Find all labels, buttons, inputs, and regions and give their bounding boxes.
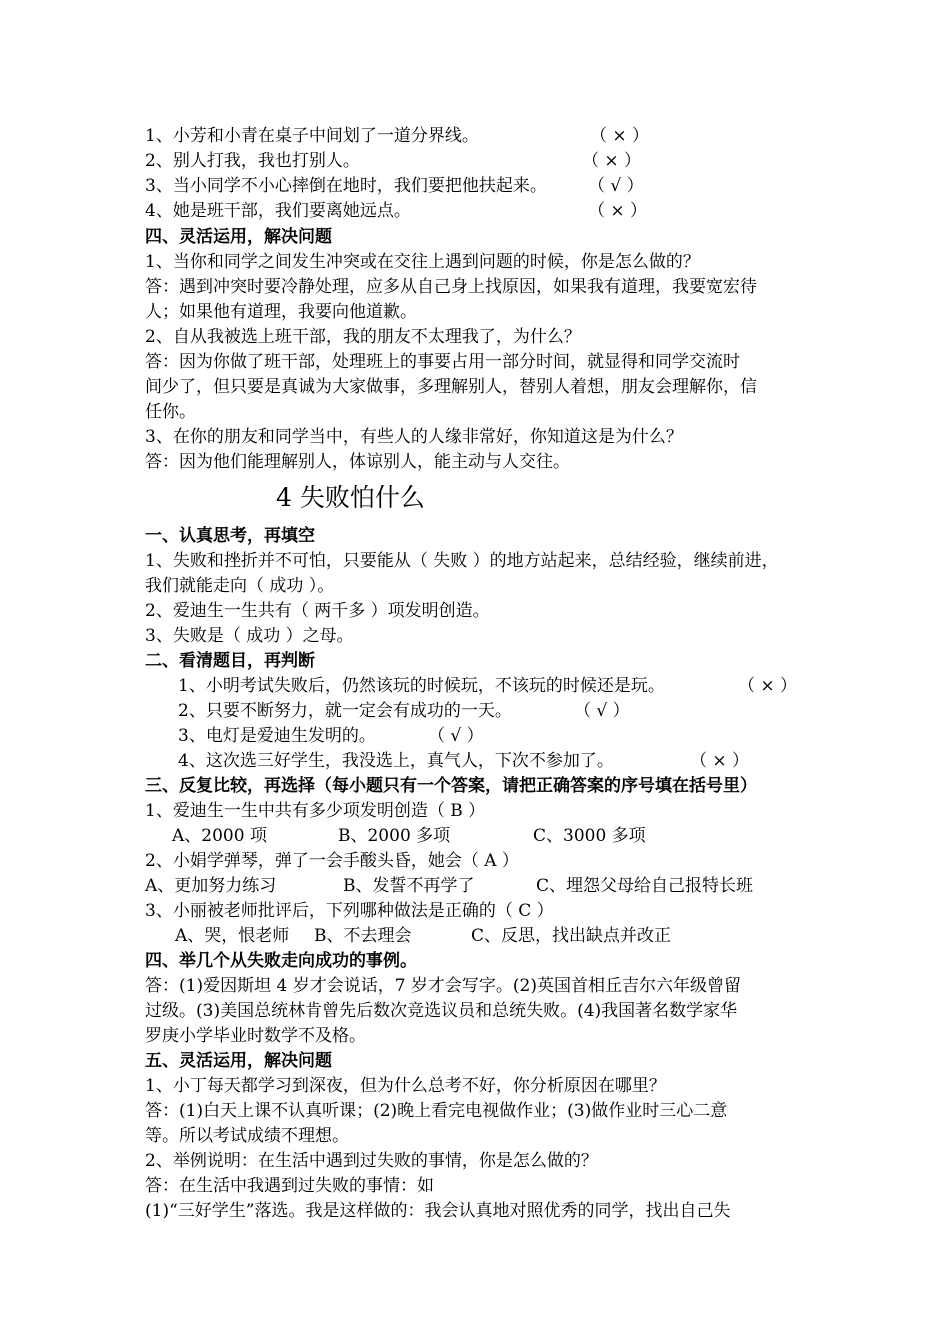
apply-line: 等。所以考试成绩不理想。 xyxy=(145,1126,349,1146)
judge-mark-2: （ × ） xyxy=(582,151,642,171)
judge2-mark-4: （ × ） xyxy=(690,751,750,771)
judge-item-2: 2、别人打我，我也打别人。 xyxy=(145,151,360,171)
section-heading-apply-1: 四、灵活运用，解决问题 xyxy=(145,227,332,247)
apply-line: 答：在生活中我遇到过失败的事情：如 xyxy=(145,1176,434,1196)
qa-line: 答：因为他们能理解别人，体谅别人，能主动与人交往。 xyxy=(145,452,570,472)
section-heading-examples: 四、举几个从失败走向成功的事例。 xyxy=(145,951,417,971)
fill-line: 2、爱迪生一生共有（ 两千多 ）项发明创造。 xyxy=(145,601,490,621)
qa-line: 答：遇到冲突时要冷静处理，应多从自己身上找原因，如果我有道理，我要宽宏待 xyxy=(145,277,757,297)
qa-line: 任你。 xyxy=(145,402,196,422)
apply-line: (1)“三好学生”落选。我是这样做的：我会认真地对照优秀的同学，找出自己失 xyxy=(145,1201,731,1221)
qa-line: 2、自从我被选上班干部，我的朋友不太理我了，为什么？ xyxy=(145,327,581,347)
apply-line: 1、小丁每天都学习到深夜，但为什么总考不好，你分析原因在哪里？ xyxy=(145,1076,666,1096)
qa-line: 人；如果他有道理，我要向他道歉。 xyxy=(145,302,417,322)
judge-item-3: 3、当小同学不小心摔倒在地时，我们要把他扶起来。 xyxy=(145,176,547,196)
qa-line: 3、在你的朋友和同学当中，有些人的人缘非常好，你知道这是为什么？ xyxy=(145,427,683,447)
choice-question-2: 2、小娟学弹琴，弹了一会手酸头昏，她会（ A ） xyxy=(145,851,519,871)
judge2-item-4: 4、这次选三好学生，我没选上，真气人，下次不参加了。 xyxy=(178,751,614,771)
section-heading-apply-2: 五、灵活运用，解决问题 xyxy=(145,1051,332,1071)
judge2-mark-2: （ √ ） xyxy=(574,701,630,721)
choice-option: C、反思，找出缺点并改正 xyxy=(471,926,672,946)
choice-option: B、2000 多项 xyxy=(338,826,451,846)
judge2-mark-1: （ × ） xyxy=(738,676,798,696)
fill-line: 我们就能走向（ 成功 ）。 xyxy=(145,576,335,596)
examples-line: 过级。(3)美国总统林肯曾先后数次竞选议员和总统失败。(4)我国著名数学家华 xyxy=(145,1001,738,1021)
choice-option: C、埋怨父母给自己报特长班 xyxy=(536,876,754,896)
choice-option: B、发誓不再学了 xyxy=(343,876,475,896)
section-heading-judge: 二、看清题目，再判断 xyxy=(145,651,315,671)
fill-line: 1、失败和挫折并不可怕，只要能从（ 失败 ）的地方站起来，总结经验，继续前进， xyxy=(145,551,779,571)
lesson-title: 4 失败怕什么 xyxy=(276,483,425,512)
qa-line: 间少了，但只要是真诚为大家做事，多理解别人，替别人着想，朋友会理解你，信 xyxy=(145,377,757,397)
examples-line: 答：(1)爱因斯坦 4 岁才会说话，7 岁才会写字。(2)英国首相丘吉尔六年级曾留 xyxy=(145,976,742,996)
fill-line: 3、失败是（ 成功 ）之母。 xyxy=(145,626,354,646)
choice-option: A、2000 项 xyxy=(172,826,267,846)
judge2-item-2: 2、只要不断努力，就一定会有成功的一天。 xyxy=(178,701,512,721)
apply-line: 答：(1)白天上课不认真听课；(2)晚上看完电视做作业；(3)做作业时三心二意 xyxy=(145,1101,728,1121)
judge-mark-1: （ × ） xyxy=(590,126,650,146)
judge2-item-1: 1、小明考试失败后，仍然该玩的时候玩，不该玩的时候还是玩。 xyxy=(178,676,665,696)
judge-item-4: 4、她是班干部，我们要离她远点。 xyxy=(145,201,411,221)
examples-line: 罗庚小学毕业时数学不及格。 xyxy=(145,1026,366,1046)
judge-mark-3: （ √ ） xyxy=(588,176,644,196)
judge2-mark-3: （ √ ） xyxy=(428,726,484,746)
choice-question-1: 1、爱迪生一生中共有多少项发明创造（ B ） xyxy=(145,801,486,821)
choice-option: A、更加努力练习 xyxy=(145,876,277,896)
apply-line: 2、举例说明：在生活中遇到过失败的事情，你是怎么做的？ xyxy=(145,1151,598,1171)
section-heading-fill: 一、认真思考，再填空 xyxy=(145,526,315,546)
judge-item-1: 1、小芳和小青在桌子中间划了一道分界线。 xyxy=(145,126,479,146)
choice-option: A、哭，恨老师 xyxy=(175,926,290,946)
judge2-item-3: 3、电灯是爱迪生发明的。 xyxy=(178,726,376,746)
qa-line: 1、当你和同学之间发生冲突或在交往上遇到问题的时候，你是怎么做的？ xyxy=(145,252,700,272)
judge-mark-4: （ × ） xyxy=(588,201,648,221)
choice-question-3: 3、小丽被老师批评后，下列哪种做法是正确的（ C ） xyxy=(145,901,554,921)
qa-line: 答：因为你做了班干部，处理班上的事要占用一部分时间，就显得和同学交流时 xyxy=(145,352,740,372)
choice-option: C、3000 多项 xyxy=(533,826,646,846)
section-heading-choice: 三、反复比较，再选择（每小题只有一个答案，请把正确答案的序号填在括号里） xyxy=(145,776,757,796)
choice-option: B、不去理会 xyxy=(314,926,412,946)
